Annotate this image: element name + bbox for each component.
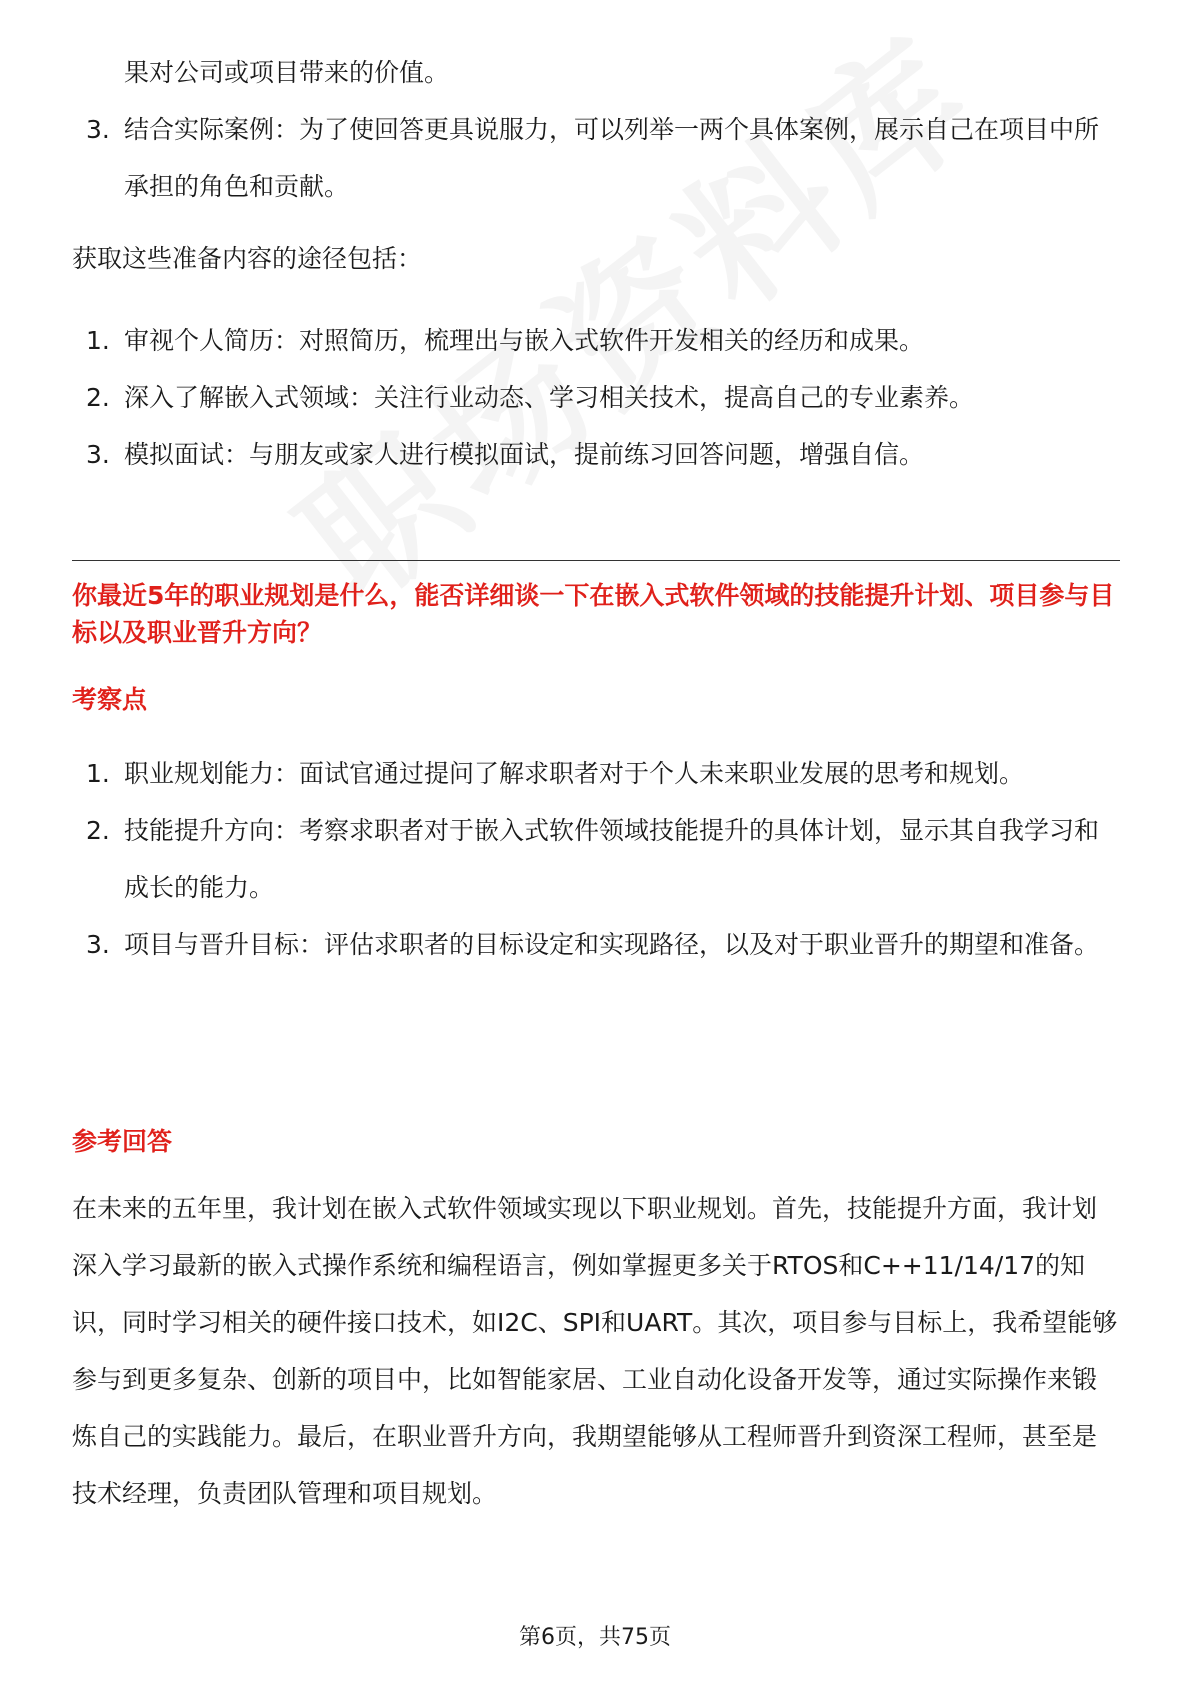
list-item-text: 审视个人简历：对照简历，梳理出与嵌入式软件开发相关的经历和成果。	[124, 326, 925, 355]
list-number: 2.	[86, 816, 110, 845]
list-number: 2.	[86, 383, 110, 412]
focus-list	[72, 745, 1120, 973]
page-number: 第6页，共75页	[519, 1625, 671, 1650]
list-number: 3.	[86, 440, 110, 469]
list-number: 3.	[86, 930, 110, 959]
list-item	[72, 426, 1120, 483]
list-item	[72, 745, 1120, 802]
list-number: 1.	[86, 326, 110, 355]
list-item-text: 结合实际案例：为了使回答更具说服力，可以列举一两个具体案例，展示自己在项目中所承担的角色和贡献。	[124, 115, 1100, 201]
list-item	[72, 916, 1120, 973]
list-number: 1.	[86, 759, 110, 788]
list-item-text: 深入了解嵌入式领域：关注行业动态、学习相关技术，提高自己的专业素养。	[124, 383, 975, 412]
list-item-text: 模拟面试：与朋友或家人进行模拟面试，提前练习回答问题，增强自信。	[124, 440, 925, 469]
prep-intro: 获取这些准备内容的途径包括：	[72, 244, 423, 273]
list-item	[72, 44, 1120, 101]
list-item-text: 职业规划能力：面试官通过提问了解求职者对于个人未来职业发展的思考和规划。	[124, 759, 1025, 788]
focus-heading: 考察点	[72, 685, 148, 714]
list-item	[72, 101, 1120, 215]
answer-body: 在未来的五年里，我计划在嵌入式软件领域实现以下职业规划。首先，技能提升方面，我计划深入学习最新的嵌入式操作系统和编程语言，例如掌握更多关于RTOS和C++11/14/17的知识，同时学习相关的硬件接口技术，如I2C、SPI和UART。其次，项目参与目标上，我希望能够参与到更多复杂、创新的项目中，比如智能家居、工业自动化设备开发等，通过实际操作来锻炼自己的实践能力。最后，在职业晋升方向，我期望能够从工程师晋升到资深工程师，甚至是技术经理，负责团队管理和项目规划。	[72, 1194, 1118, 1508]
list-number: 3.	[86, 115, 110, 144]
section-divider	[72, 560, 1120, 561]
list-item	[72, 312, 1120, 369]
prep-list	[72, 312, 1120, 483]
list-item	[72, 369, 1120, 426]
continued-list	[72, 44, 1120, 215]
interview-question: 你最近5年的职业规划是什么，能否详细谈一下在嵌入式软件领域的技能提升计划、项目参与目标以及职业晋升方向？	[72, 581, 1115, 647]
list-item-text: 技能提升方向：考察求职者对于嵌入式软件领域技能提升的具体计划，显示其自我学习和成长的能力。	[124, 816, 1100, 902]
answer-heading: 参考回答	[72, 1127, 173, 1156]
list-item-text: 果对公司或项目带来的价值。	[124, 58, 450, 87]
list-item	[72, 802, 1120, 916]
list-item-text: 项目与晋升目标：评估求职者的目标设定和实现路径，以及对于职业晋升的期望和准备。	[124, 930, 1100, 959]
